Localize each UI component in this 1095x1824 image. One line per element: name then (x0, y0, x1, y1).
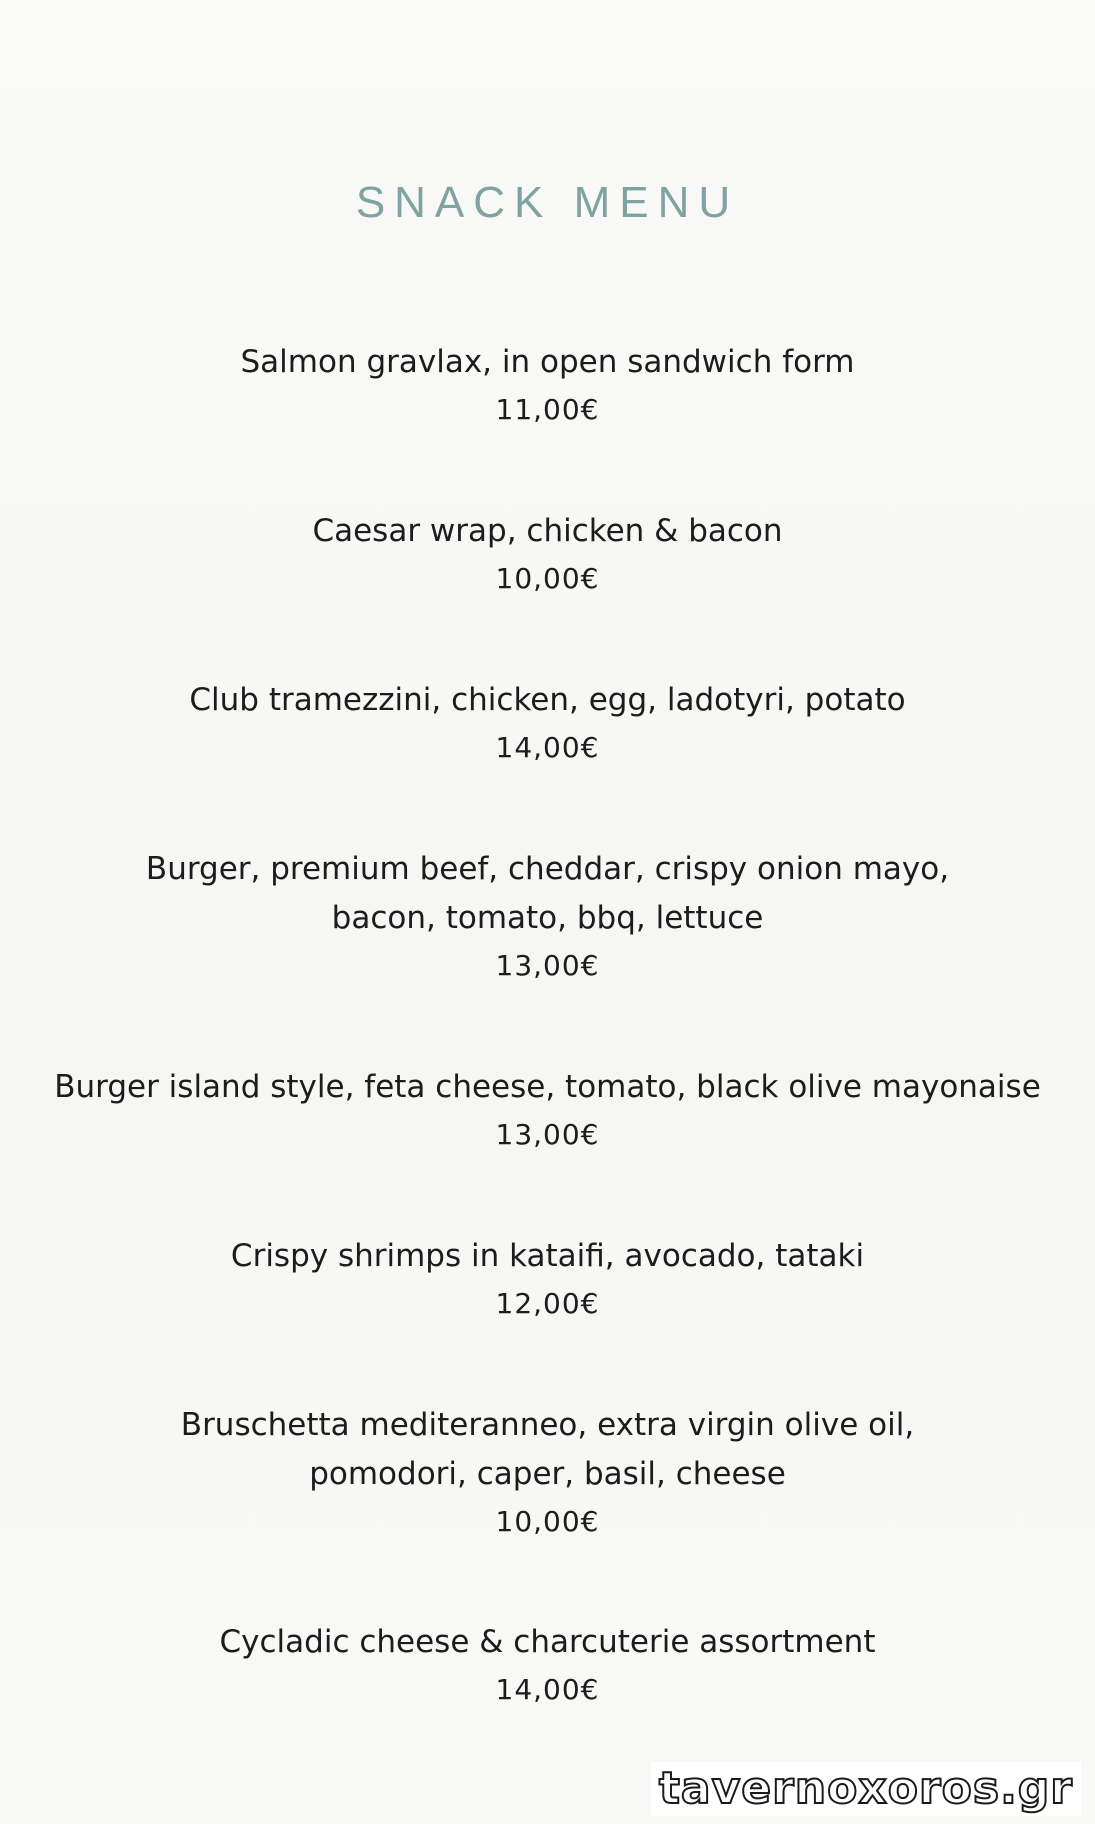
menu-item-price: 10,00€ (495, 1505, 600, 1538)
watermark: tavernoxoros.gr (651, 1762, 1081, 1816)
menu-item-price: 13,00€ (495, 1118, 600, 1151)
menu-item-price: 14,00€ (495, 1673, 600, 1706)
menu-item (0, 507, 1095, 602)
menu-title: SNACK MENU (355, 178, 740, 227)
menu-item-description: Club tramezzini, chicken, egg, ladotyri, potato (189, 682, 906, 718)
menu-item-description: Burger island style, feta cheese, tomato, black olive mayonaise (54, 1069, 1041, 1105)
menu-item-description: Caesar wrap, chicken & bacon (312, 513, 783, 549)
menu-item-price: 14,00€ (495, 731, 600, 764)
menu-item-description: Salmon gravlax, in open sandwich form (240, 344, 855, 380)
menu-item-description: Bruschetta mediteranneo, extra virgin olive oil, (180, 1407, 915, 1443)
menu-item (0, 1618, 1095, 1713)
menu-item-description: Crispy shrimps in kataifi, avocado, tataki (230, 1238, 865, 1274)
menu-item-description: Cycladic cheese & charcuterie assortment (219, 1624, 876, 1660)
menu-item-price: 10,00€ (495, 562, 600, 595)
menu-item-description: bacon, tomato, bbq, lettuce (331, 900, 764, 936)
menu-item-price: 13,00€ (495, 949, 600, 982)
menu-item-price: 11,00€ (495, 393, 600, 426)
menu-item-description: pomodori, caper, basil, cheese (309, 1456, 786, 1492)
menu-item (0, 338, 1095, 433)
menu-item (0, 1232, 1095, 1327)
menu-item-description: Burger, premium beef, cheddar, crispy onion mayo, (145, 851, 950, 887)
menu-item (0, 845, 1095, 989)
menu-item (0, 676, 1095, 771)
menu-item (0, 1401, 1095, 1545)
menu-item (0, 1063, 1095, 1158)
menu-item-price: 12,00€ (495, 1287, 600, 1320)
